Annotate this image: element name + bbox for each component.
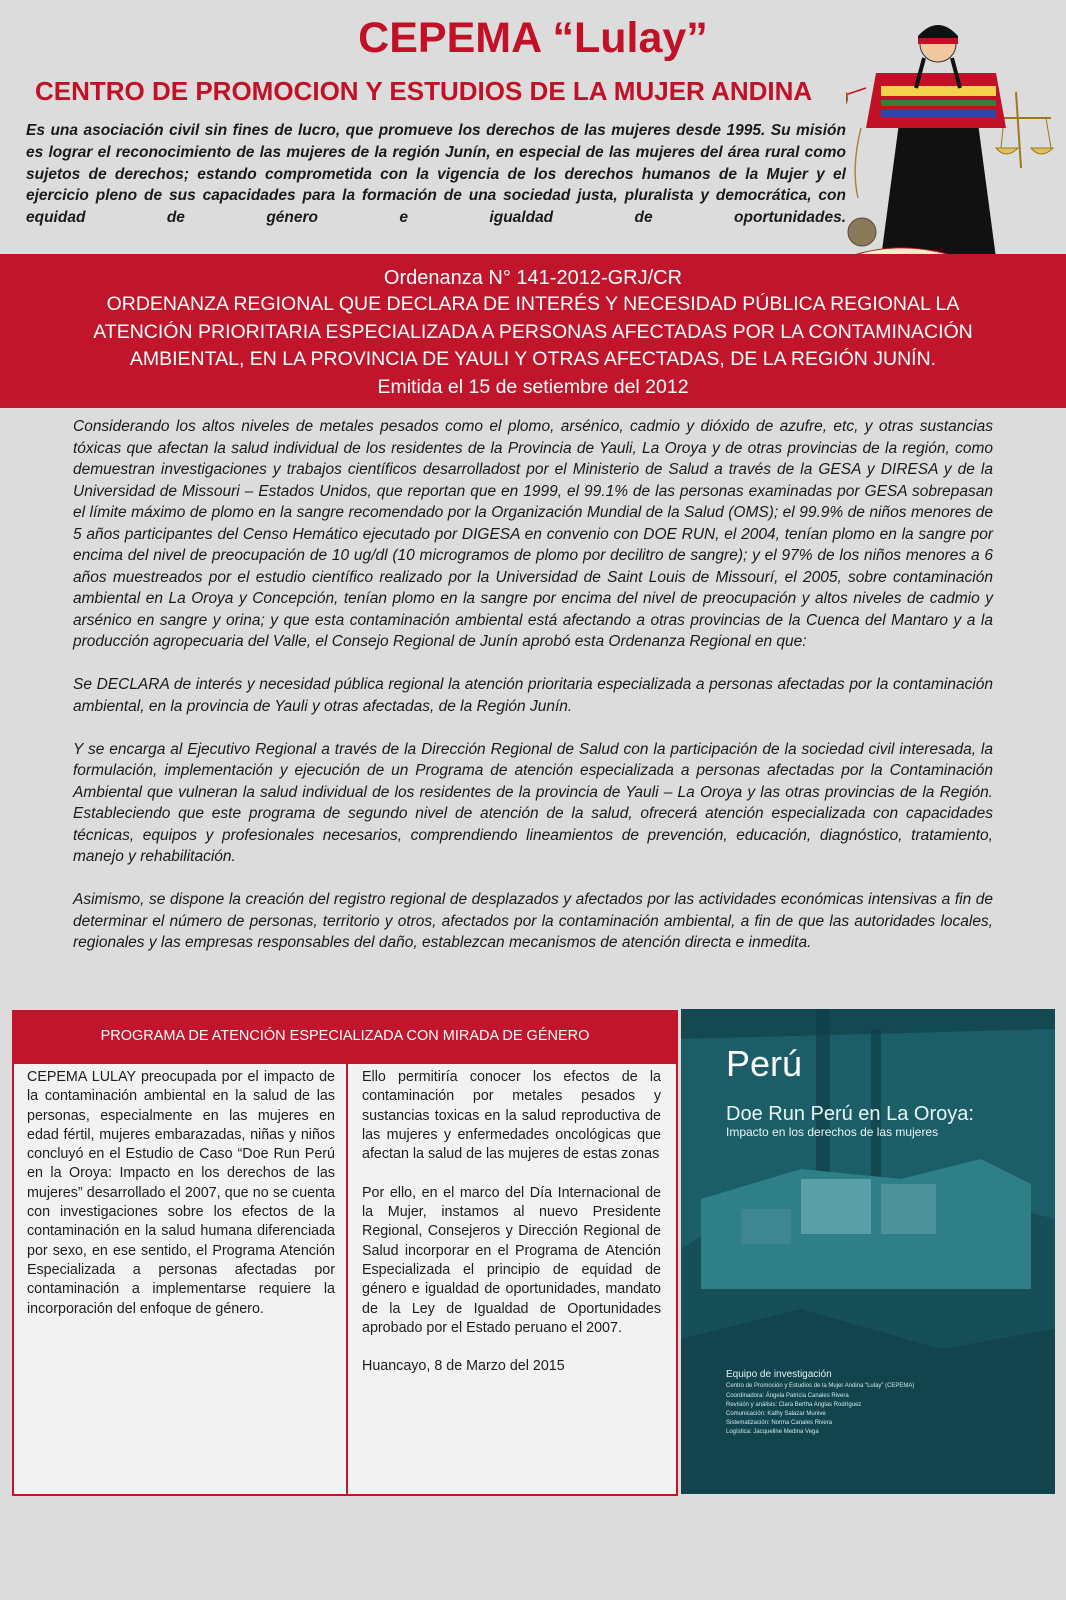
body-paragraph-declara: Se DECLARA de interés y necesidad pública regional la atención prioritaria especializada a personas afectadas por la contaminación ambiental, en la provincia de Yauli y otras afectadas, de la Región Junín. (73, 676, 993, 715)
program-header: PROGRAMA DE ATENCIÓN ESPECIALIZADA CON MIRADA DE GÉNERO (12, 1010, 678, 1062)
cover-team-heading: Equipo de investigación (726, 1369, 832, 1380)
report-cover-image (681, 1009, 1055, 1494)
cover-country: Perú (726, 1043, 803, 1084)
ordinance-number: Ordenanza N° 141-2012-GRJ/CR (383, 267, 683, 289)
cover-subtitle: Impacto en los derechos de las mujeres (726, 1125, 939, 1139)
cover-team-line: Comunicación: Kathy Salazar Munive (726, 1411, 826, 1417)
program-column-right (362, 1068, 661, 1396)
ordinance-date: Emitida el 15 de setiembre del 2012 (377, 375, 689, 398)
andean-woman-illustration (846, 18, 1066, 276)
cover-team-line: Sistematización: Norma Canales Rivera (726, 1420, 833, 1426)
org-subtitle: CENTRO DE PROMOCION Y ESTUDIOS DE LA MUJER ANDINA (35, 76, 813, 106)
cover-team-line: Centro de Promoción y Estudios de la Mujer Andina “Lulay” (CEPEMA) (726, 1383, 915, 1389)
ordinance-banner (0, 254, 1066, 408)
intro-paragraph: Es una asociación civil sin fines de lucro, que promueve los derechos de las mujeres desde 1995. Su misión es lograr el reconocimiento de las mujeres de la región Junín, en especial de las mujeres del área rural como sujetos de derechos; estando comprometida con la vigencia de los derechos humanos de la Mujer y el ejercicio pleno de sus capacidades para la formación de una sociedad justa, pluralista y democrática, con equidad de género e igualdad de oportunidades. (26, 122, 846, 227)
program-paragraph-2: Ello permitiría conocer los efectos de la contaminación por metales pesados y sustancias toxicas en la salud reproductiva de las mujeres y enfermedades oncológicas que afectan la salud de las mujeres de estas zonas (362, 1069, 661, 1163)
program-column-left (27, 1068, 335, 1338)
cover-team-line: Revisión y análisis: Clara Bertha Anglas Rodríguez (726, 1402, 862, 1408)
body-paragraph-considerando: Considerando los altos niveles de metales pesados como el plomo, arsénico, cadmio y dióxido de azufre, etc, y otras sustancias tóxicas que afectan la salud individual de los residentes de la Provincia de Yauli, La Oroya y de otras provincias de la región, como demuestran investigaciones y trabajos científicos desarrolladost por el Ministerio de Salud a través de la GESA y DIRESA y de la Universidad de Missouri – Estados Unidos, que reportan que en 1999, el 99.1% de las personas examinadas por GESA sobrepasan el límite máximo de plomo en la sangre recomendado por la Organización Mundial de la Salud (OMS); el 99.9% de niños menores de 5 años participantes del Censo Hemático ejecutado por DIGESA en convenio con DOE RUN, el 2004, tenían plomo en la sangre por encima del nivel de preocupación de 10 ug/dl (10 microgramos de plomo por decilitro de sangre); y el 97% de los niños menores a 6 años muestreados por el estudio científico realizado por la Universidad de Saint Louis de Missourí, el 2005, sobre contaminación ambiental en La Oroya y Concepción, tenían plomo en la sangre por encima del nivel de preocupación y altos niveles de cadmio y arsénico en sangre y orina; y que esta contaminación ambiental está afectando a otras provincias de la Cuenca del Mantaro y a la producción agropecuaria del Valle, el Consejo Regional de Junín aprobó esta Ordenanza Regional en que: (73, 418, 993, 650)
body-paragraph-encarga: Y se encarga al Ejecutivo Regional a través de la Dirección Regional de Salud con la participación de la sociedad civil interesada, la formulación, implementación y ejecución de un Programa de atención especializada a personas afectadas por la Contaminación Ambiental que vulneran la salud individual de los residentes de la provincia de Yauli – La Oroya y las otras provincias de la Región. Estableciendo que este programa de segundo nivel de atención de la salud, ofrecerá atención especializada con capacidades técnicas, equipos y profesionales necesarios, comprendiendo lineamientos de prevención, educación, diagnóstico, tratamiento, manejo y rehabilitación. (73, 740, 993, 865)
body-paragraph-asimismo: Asimismo, se dispone la creación del registro regional de desplazados y afectados por las actividades económicas intensivas a fin de determinar el número de personas, territorio y otros, afectados por la contaminación ambiental, a fin de que las autoridades locales, regionales y las empresas responsables del daño, establezcan mecanismos de atención directa e inmedita. (73, 891, 993, 951)
org-title: CEPEMA “Lulay” (358, 14, 708, 62)
program-paragraph-3: Por ello, en el marco del Día Internacional de la Mujer, instamos al nuevo Presidente Regional, Consejeros y Dirección Regional de Salud incorporar en el Programa de Atención Especializada el principio de equidad de género e igualdad de oportunidades, mandato de la Ley de Igualdad de Oportunidades aprobado por el Estado peruano el 2007. (362, 1184, 661, 1336)
ordinance-title: ORDENANZA REGIONAL QUE DECLARA DE INTERÉS Y NECESIDAD PÚBLICA REGIONAL LA ATENCIÓN PRIORITARIA ESPECIALIZADA A PERSONAS AFECTADAS POR LA CONTAMINACIÓN AMBIENTAL, EN LA PROVINCIA DE YAULI Y OTRAS AFECTADAS, DE LA REGIÓN JUNÍN. (93, 293, 973, 370)
program-column-divider (346, 1062, 348, 1494)
cover-team-line: Coordinadora: Ángela Patricia Canales Rivera (726, 1393, 849, 1399)
ordinance-body (73, 416, 993, 975)
cover-title: Doe Run Perú en La Oroya: (726, 1103, 974, 1125)
cover-team-line: Logística: Jacqueline Medina Vega (726, 1429, 819, 1435)
program-paragraph-1: CEPEMA LULAY preocupada por el impacto de la contaminación ambiental en la salud de las personas, especialmente en las mujeres en edad fértil, mujeres embarazadas, niñas y niños concluyó en el Estudio de Caso “Doe Run Perú en la Oroya: Impacto en los derechos de las mujeres” desarrollado el 2007, que no se cuenta con investigaciones sobre los efectos de la contaminación en la salud humana diferenciada por sexo, en ese sentido, el Programa Atención Especializada a personas afectadas por contaminación a implementarse requiere la incorporación del enfoque de género. (27, 1069, 335, 1317)
program-signature: Huancayo, 8 de Marzo del 2015 (362, 1358, 565, 1375)
